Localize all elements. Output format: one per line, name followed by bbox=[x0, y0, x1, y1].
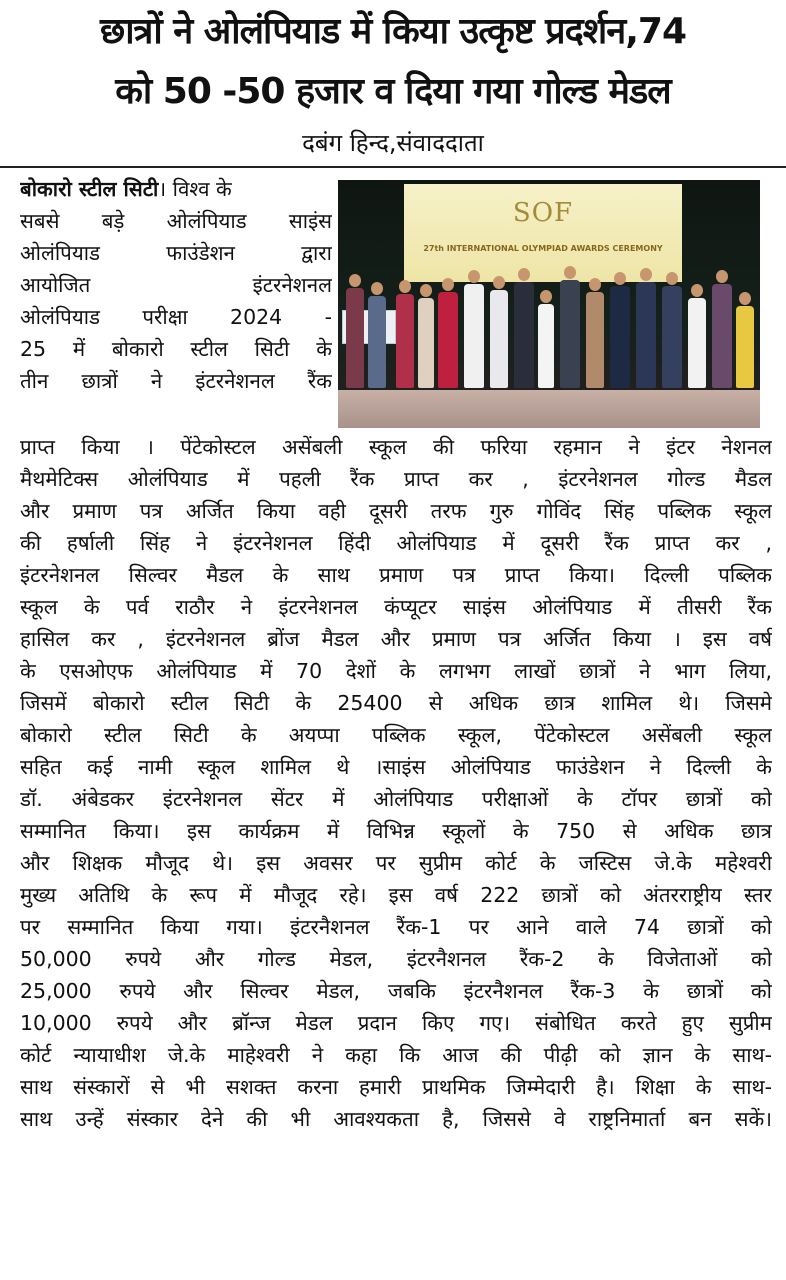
body-line: सहित कई नामी स्कूल शामिल थे ।साइंस ओलंपियाड फाउंडेशन ने दिल्ली के bbox=[20, 755, 772, 779]
person bbox=[346, 288, 364, 388]
person bbox=[560, 280, 580, 388]
person bbox=[688, 298, 706, 388]
body-line: तीन छात्रों ने इंटरनेशनल रैंक bbox=[20, 369, 332, 393]
body-line: इंटरनेशनल सिल्वर मैडल के साथ प्रमाण पत्र प्राप्त किया। दिल्ली पब्लिक bbox=[20, 563, 772, 587]
headline-line-2: को 50 -50 हजार व दिया गया गोल्ड मेडल bbox=[115, 71, 671, 112]
person bbox=[712, 284, 732, 388]
person bbox=[610, 286, 630, 388]
body-line: कोर्ट न्यायाधीश जे.के माहेश्वरी ने कहा कि आज की पीढ़ी को ज्ञान के साथ- bbox=[20, 1043, 772, 1067]
body-line: स्कूल के पर्व राठौर ने इंटरनेशनल कंप्यूटर साइंस ओलंपियाड में तीसरी रैंक bbox=[20, 595, 772, 619]
person-head bbox=[614, 272, 626, 285]
body-line: सबसे बड़े ओलंपियाड साइंस bbox=[20, 209, 332, 233]
person bbox=[636, 282, 656, 388]
headline-line-1: छात्रों ने ओलंपियाड में किया उत्कृष्ट प्रदर्शन,74 bbox=[99, 11, 687, 52]
person bbox=[586, 292, 604, 388]
body-line: पर सम्मानित किया गया। इंटरनैशनल रैंक-1 पर आने वाले 74 छात्रों को bbox=[20, 915, 772, 939]
person bbox=[538, 304, 554, 388]
sof-logo: SOF bbox=[512, 198, 574, 228]
person-head bbox=[739, 292, 751, 305]
person bbox=[464, 284, 484, 388]
person bbox=[396, 294, 414, 388]
body-line: जिसमें बोकारो स्टील सिटी के 25400 से अधिक छात्र शामिल थे। जिसमे bbox=[20, 691, 772, 715]
body-line: बोकारो स्टील सिटी। विश्व के bbox=[20, 177, 232, 201]
person-head bbox=[442, 278, 454, 291]
person-head bbox=[640, 268, 652, 281]
body-line: और प्रमाण पत्र अर्जित किया वही दूसरी तरफ गुरु गोविंद सिंह पब्लिक स्कूल bbox=[20, 499, 772, 523]
person-head bbox=[493, 276, 505, 289]
person-head bbox=[371, 282, 383, 295]
person bbox=[736, 306, 754, 388]
person-head bbox=[420, 284, 432, 297]
body-line: ओलंपियाड परीक्षा 2024 - bbox=[20, 305, 332, 329]
body-line: 10,000 रुपये और ब्रॉन्ज मेडल प्रदान किए गए। संबोधित करते हुए सुप्रीम bbox=[20, 1011, 772, 1035]
person bbox=[438, 292, 458, 388]
body-line: साथ संस्कारों से भी सशक्त करना हमारी प्राथमिक जिम्मेदारी है। शिक्षा के साथ- bbox=[20, 1075, 772, 1099]
person-head bbox=[468, 270, 480, 283]
body-line: सम्मानित किया। इस कार्यक्रम में विभिन्न स्कूलों के 750 से अधिक छात्र bbox=[20, 819, 772, 843]
body-line: 25,000 रुपये और सिल्वर मेडल, जबकि इंटरनैशनल रैंक-3 के छात्रों को bbox=[20, 979, 772, 1003]
person bbox=[514, 282, 534, 388]
body-line: प्राप्त किया । पेंटेकोस्टल असेंबली स्कूल की फरिया रहमान ने इंटर नेशनल bbox=[20, 435, 772, 459]
person-head bbox=[540, 290, 552, 303]
body-line: डॉ. अंबेडकर इंटरनेशनल सेंटर में ओलंपियाड परीक्षाओं के टॉपर छात्रों को bbox=[20, 787, 772, 811]
body-line: के एसओएफ ओलंपियाड में 70 देशों के लगभग लाखों छात्रों ने भाग लिया, bbox=[20, 659, 772, 683]
body-line: मैथमेटिक्स ओलंपियाड में पहली रैंक प्राप्त कर , इंटरनेशनल गोल्ड मैडल bbox=[20, 467, 772, 491]
person-head bbox=[399, 280, 411, 293]
person bbox=[662, 286, 682, 388]
person-head bbox=[518, 268, 530, 281]
byline: दबंग हिन्द,संवाददाता bbox=[302, 129, 484, 157]
banner-text: 27th INTERNATIONAL OLYMPIAD AWARDS CEREMONY bbox=[423, 244, 663, 253]
person-head bbox=[564, 266, 576, 279]
body-line: मुख्य अतिथि के रूप में मौजूद रहे। इस वर्ष 222 छात्रों को अंतरराष्ट्रीय स्तर bbox=[20, 883, 772, 907]
body-line: बोकारो स्टील सिटी के अयप्पा पब्लिक स्कूल, पेंटेकोस्टल असेंबली स्कूल bbox=[20, 723, 772, 747]
divider bbox=[0, 166, 786, 168]
body-line: हासिल कर , इंटरनेशनल ब्रोंज मैडल और प्रमाण पत्र अर्जित किया । इस वर्ष bbox=[20, 627, 772, 651]
person-head bbox=[589, 278, 601, 291]
person-head bbox=[716, 270, 728, 283]
stage-floor bbox=[338, 390, 760, 428]
person bbox=[490, 290, 508, 388]
dateline: बोकारो स्टील सिटी bbox=[20, 177, 159, 201]
body-line: और शिक्षक मौजूद थे। इस अवसर पर सुप्रीम कोर्ट के जस्टिस जे.के महेश्वरी bbox=[20, 851, 772, 875]
body-line: ओलंपियाड फाउंडेशन द्वारा bbox=[20, 241, 332, 265]
person bbox=[368, 296, 386, 388]
body-line: की हर्षाली सिंह ने इंटरनेशनल हिंदी ओलंपियाड में दूसरी रैंक प्राप्त कर , bbox=[20, 531, 772, 555]
body-line: 50,000 रुपये और गोल्ड मेडल, इंटरनैशनल रैंक-2 के विजेताओं को bbox=[20, 947, 772, 971]
ceremony-photo bbox=[338, 180, 760, 428]
person bbox=[418, 298, 434, 388]
body-line: आयोजित इंटरनेशनल bbox=[20, 273, 332, 297]
body-line: साथ उन्हें संस्कार देने की भी आवश्यकता है, जिससे वे राष्ट्रनिमार्ता बन सकें। bbox=[20, 1107, 772, 1131]
body-line: 25 में बोकारो स्टील सिटी के bbox=[20, 337, 332, 361]
person-head bbox=[691, 284, 703, 297]
person-head bbox=[349, 274, 361, 287]
stage-banner bbox=[404, 184, 682, 282]
person-head bbox=[666, 272, 678, 285]
